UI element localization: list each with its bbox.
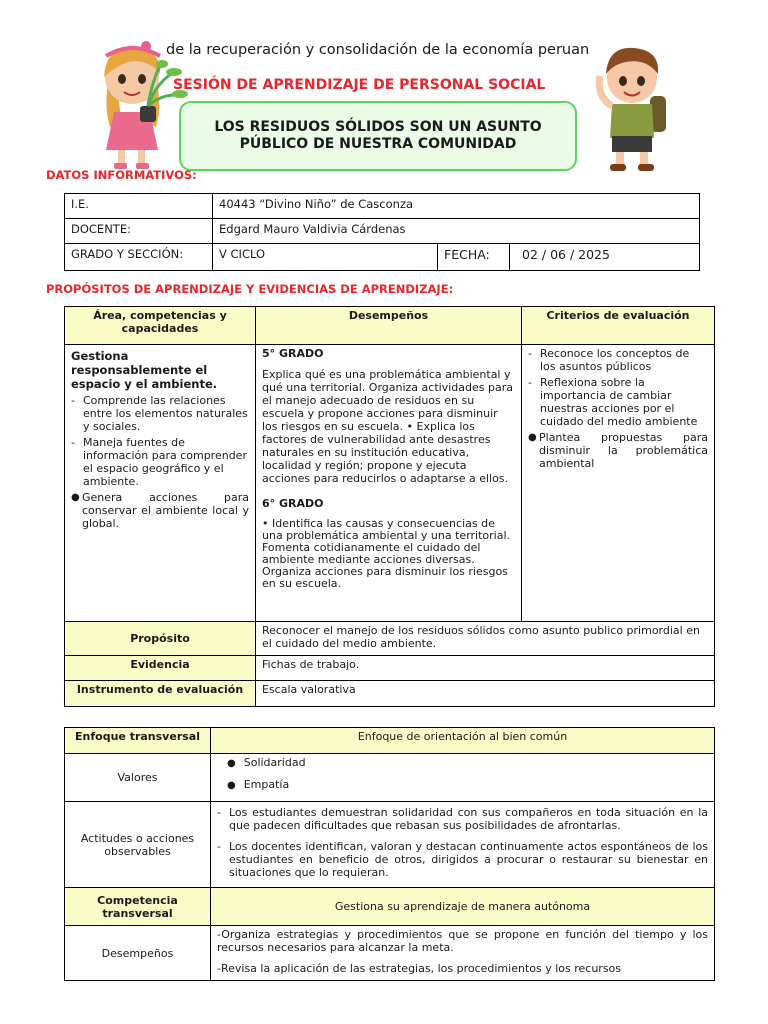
evidencia-label: Evidencia <box>65 656 256 681</box>
session-title: SESIÓN DE APRENDIZAJE DE PERSONAL SOCIAL <box>173 77 546 93</box>
propositos-table <box>64 306 715 707</box>
desempeno-item: -Organiza estrategias y procedimientos que se propone en función del tiempo y los recursos necesarios para alcanzar la meta. <box>217 928 708 954</box>
proposito-label: Propósito <box>65 622 256 656</box>
ie-value: 40443 “Divino Niño” de Casconza <box>213 194 700 219</box>
enfoque-table <box>64 727 715 981</box>
actitudes-label: Actitudes o acciones observables <box>65 802 211 888</box>
instrumento-value: Escala valorativa <box>256 681 715 707</box>
header-area: Área, competencias y capacidades <box>65 307 256 345</box>
datos-section-label: DATOS INFORMATIVOS: <box>46 168 197 182</box>
desempenos-cell <box>256 345 522 622</box>
valores-cell <box>211 754 715 802</box>
main-title-box <box>179 101 577 171</box>
fecha-label: FECHA: <box>438 244 510 271</box>
enfoque-value: Enfoque de orientación al bien común <box>211 728 715 754</box>
boy-waving-illustration <box>582 36 682 181</box>
datos-table <box>64 193 700 271</box>
criterio-item: - Reconoce los conceptos de los asuntos públicos <box>528 347 708 373</box>
actitud-item: - Los docentes identifican, valoran y destacan continuamente actos espontáneos de los estudiantes en beneficio de otros, dirigidos a procurar o restaurar su bienestar en situaciones que lo requieran. <box>217 840 708 879</box>
propositos-section-label: PROPÓSITOS DE APRENDIZAJE Y EVIDENCIAS DE APRENDIZAJE: <box>46 282 454 296</box>
capacidad-item-bullet: ● Genera acciones para conservar el ambiente local y global. <box>71 491 249 530</box>
grado-value: V CICLO <box>213 244 438 271</box>
competencia-text: Gestiona responsablemente el espacio y el ambiente. <box>71 349 218 391</box>
ie-label: I.E. <box>65 194 213 219</box>
valor-item: Empatía <box>243 778 290 791</box>
header-criterios: Criterios de evaluación <box>522 307 715 345</box>
docente-label: DOCENTE: <box>65 219 213 244</box>
capacidad-item: - Maneja fuentes de información para comprender el espacio geográfico y el ambiente. <box>71 436 249 488</box>
proposito-value: Reconocer el manejo de los residuos sólidos como asunto publico primordial en el cuidado del medio ambiente. <box>256 622 715 656</box>
bullet-icon: ● <box>227 758 236 769</box>
actitudes-list <box>217 806 708 879</box>
criterios-cell <box>522 345 715 622</box>
capacidades-list <box>71 394 249 488</box>
actitudes-cell <box>211 802 715 888</box>
enfoque-label: Enfoque transversal <box>65 728 211 754</box>
capacidad-item: - Comprende las relaciones entre los elementos naturales y sociales. <box>71 394 249 433</box>
docente-value: Edgard Mauro Valdivia Cárdenas <box>213 219 700 244</box>
desempeno-item: -Revisa la aplicación de las estrategias, los procedimientos y los recursos <box>217 962 622 975</box>
criterios-list <box>528 347 708 428</box>
evidencia-value: Fichas de trabajo. <box>256 656 715 681</box>
competencia-transversal-value: Gestiona su aprendizaje de manera autónoma <box>211 888 715 926</box>
bullet-icon: ● <box>227 780 236 791</box>
grado6-label: 6° GRADO <box>262 497 324 510</box>
area-cell <box>65 345 256 622</box>
criterio-item: - Reflexiona sobre la importancia de cambiar nuestras acciones por el cuidado del medio ambiente <box>528 376 708 428</box>
grado-label: GRADO Y SECCIÓN: <box>65 244 213 271</box>
main-title-line2: PÚBLICO DE NUESTRA COMUNIDAD <box>239 136 517 152</box>
criterio-item-bullet: ● Plantea propuestas para disminuir la problemática ambiental <box>528 431 708 470</box>
grado5-label: 5° GRADO <box>262 347 324 360</box>
desempenos-transversal-cell <box>211 926 715 981</box>
grado6-text: • Identifica las causas y consecuencias de una problemática ambiental y una territorial. Fomenta cotidianamente el cuidado del ambiente mediante acciones diversas. Organiza acciones para disminuir los riesgos en su escuela. <box>262 517 511 590</box>
fecha-value: 02 / 06 / 2025 <box>510 244 700 271</box>
actitud-item: - Los estudiantes demuestran solidaridad con sus compañeros en toda situación en la que padecen dificultades que rebasan sus posibilidades de afrontarlas. <box>217 806 708 832</box>
grado5-text: Explica qué es una problemática ambiental y qué una territorial. Organiza actividades para el manejo adecuado de residuos en su escuela y propone acciones para disminuir los riesgos en su escuela. • Explica los factores de vulnerabilidad ante desastres naturales en su institución educativa, localidad y región; propone y ejecuta acciones para reducirlos o adaptarse a ellos. <box>262 368 513 485</box>
year-motto: de la recuperación y consolidación de la economía peruan <box>166 42 590 58</box>
desempenos-transversal-label: Desempeños <box>65 926 211 981</box>
header-desempenos: Desempeños <box>256 307 522 345</box>
valores-label: Valores <box>65 754 211 802</box>
competencia-transversal-label: Competencia transversal <box>65 888 211 926</box>
instrumento-label: Instrumento de evaluación <box>65 681 256 707</box>
main-title-line1: LOS RESIDUOS SÓLIDOS SON UN ASUNTO <box>214 119 542 135</box>
valor-item: Solidaridad <box>243 756 306 769</box>
